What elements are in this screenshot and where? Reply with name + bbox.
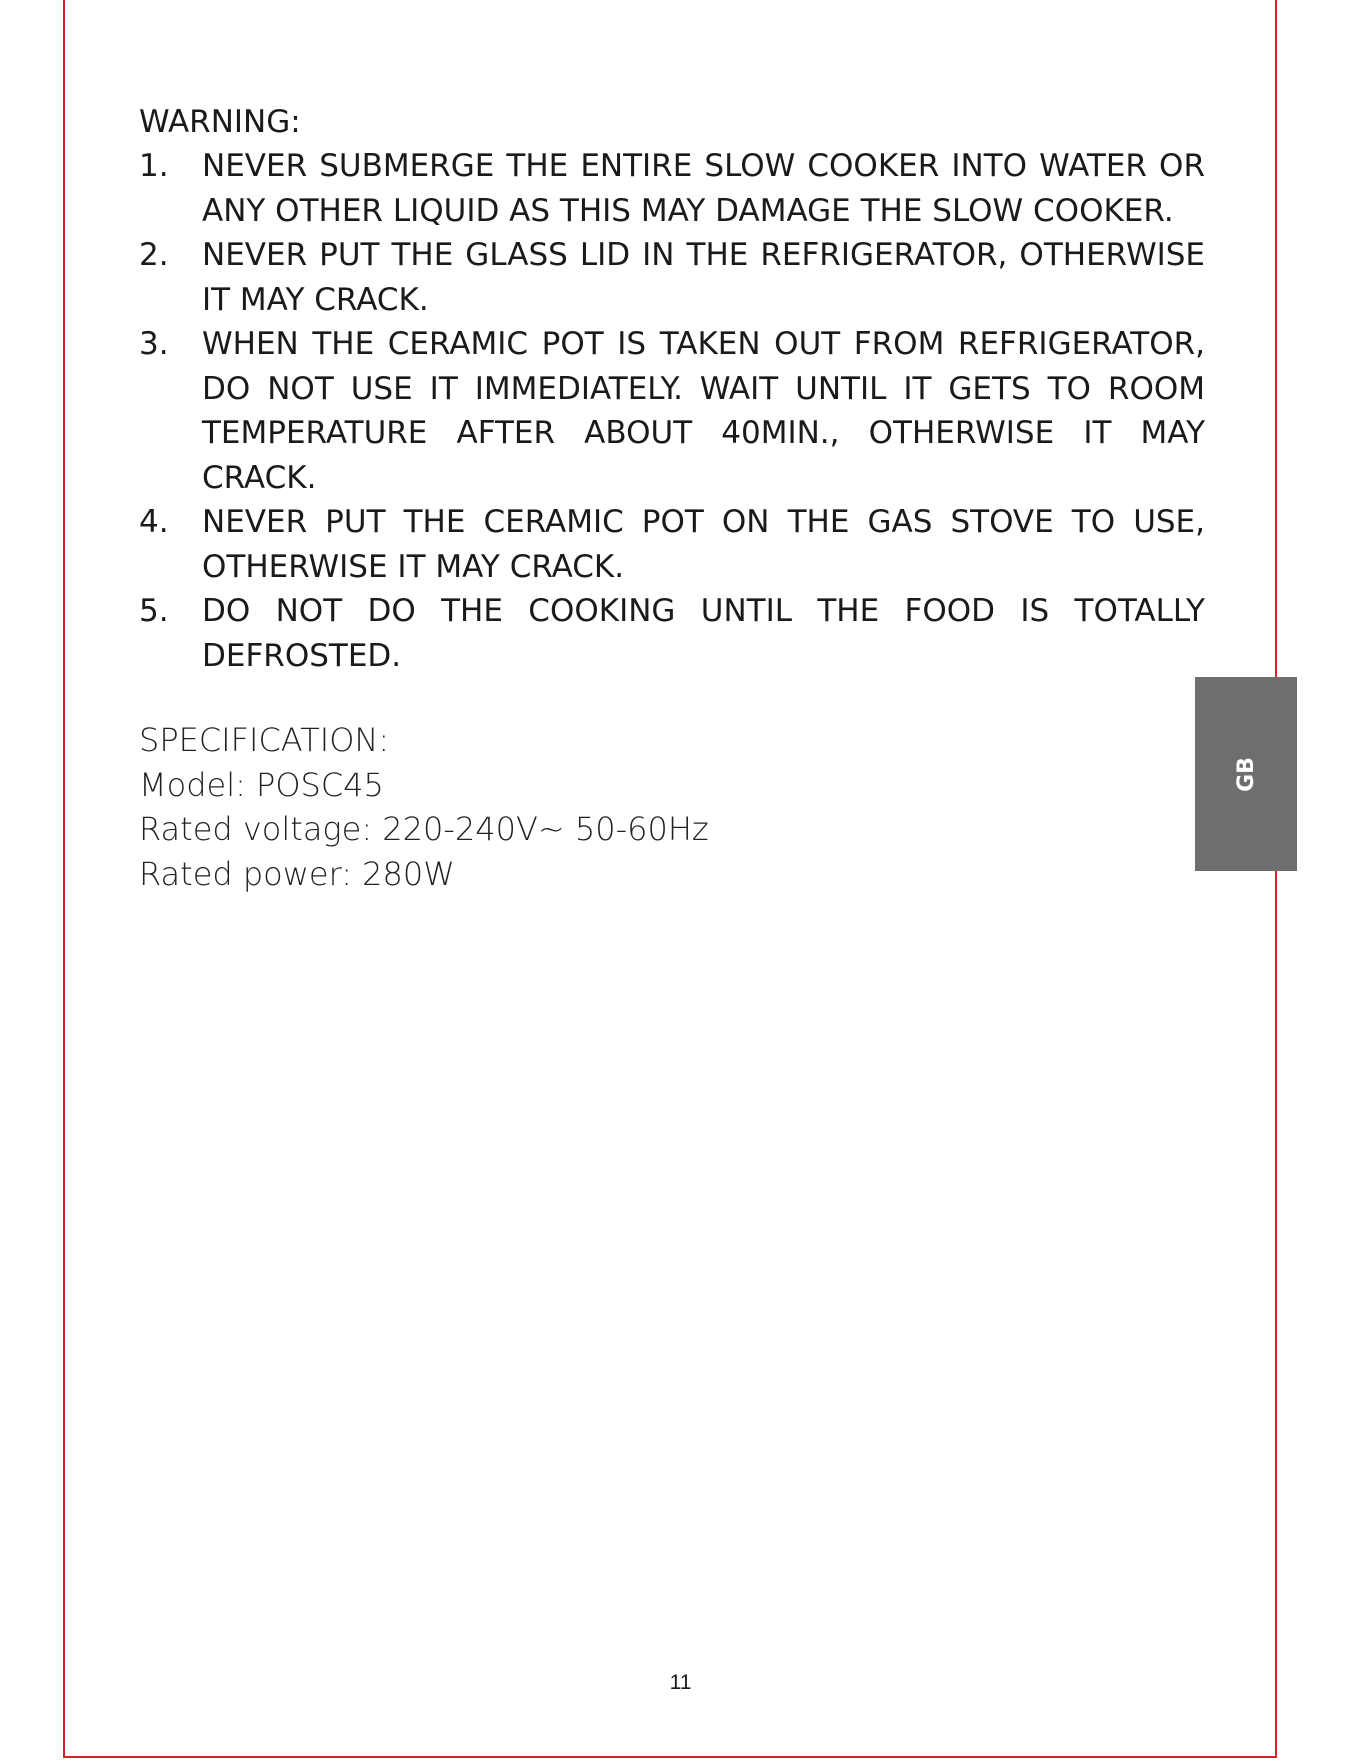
specification-heading: SPECIFICATION:: [139, 721, 390, 759]
warning-item-number: 1.: [139, 148, 169, 184]
warning-item-number: 5.: [139, 593, 169, 629]
warning-item: [139, 589, 1205, 678]
warning-item-text: NEVER PUT THE GLASS LID IN THE REFRIGERATOR, OTHERWISE IT MAY CRACK.: [202, 237, 1205, 318]
warning-item: [139, 322, 1205, 500]
warning-item-number: 4.: [139, 504, 169, 540]
spec-rated-power: Rated power: 280W: [139, 854, 455, 893]
spec-model: Model: POSC45: [139, 765, 384, 804]
warning-list: [139, 144, 1205, 678]
warning-item: [139, 144, 1205, 233]
specification-block: [139, 718, 1205, 896]
warning-item: [139, 500, 1205, 589]
spec-rated-voltage: Rated voltage: 220-240V~ 50-60Hz: [139, 810, 709, 848]
warning-item-number: 2.: [139, 237, 169, 273]
warning-item: [139, 233, 1205, 322]
language-tab: [1195, 677, 1297, 871]
warning-item-text: DO NOT DO THE COOKING UNTIL THE FOOD IS TOTALLY DEFROSTED.: [202, 593, 1205, 674]
page-content: [139, 100, 1205, 896]
page-number: 11: [669, 1671, 692, 1694]
warning-heading: WARNING:: [139, 104, 301, 140]
language-tab-label: GB: [1233, 756, 1259, 792]
warning-item-text: NEVER SUBMERGE THE ENTIRE SLOW COOKER INTO WATER OR ANY OTHER LIQUID AS THIS MAY DAMAGE THE SLOW COOKER.: [202, 148, 1205, 229]
warning-item-text: NEVER PUT THE CERAMIC POT ON THE GAS STOVE TO USE, OTHERWISE IT MAY CRACK.: [202, 504, 1205, 585]
warning-item-text: WHEN THE CERAMIC POT IS TAKEN OUT FROM REFRIGERATOR, DO NOT USE IT IMMEDIATELY. WAIT UNTIL IT GETS TO ROOM TEMPERATURE AFTER ABOUT 40MIN., OTHERWISE IT MAY CRACK.: [202, 326, 1205, 496]
warning-item-number: 3.: [139, 326, 169, 362]
